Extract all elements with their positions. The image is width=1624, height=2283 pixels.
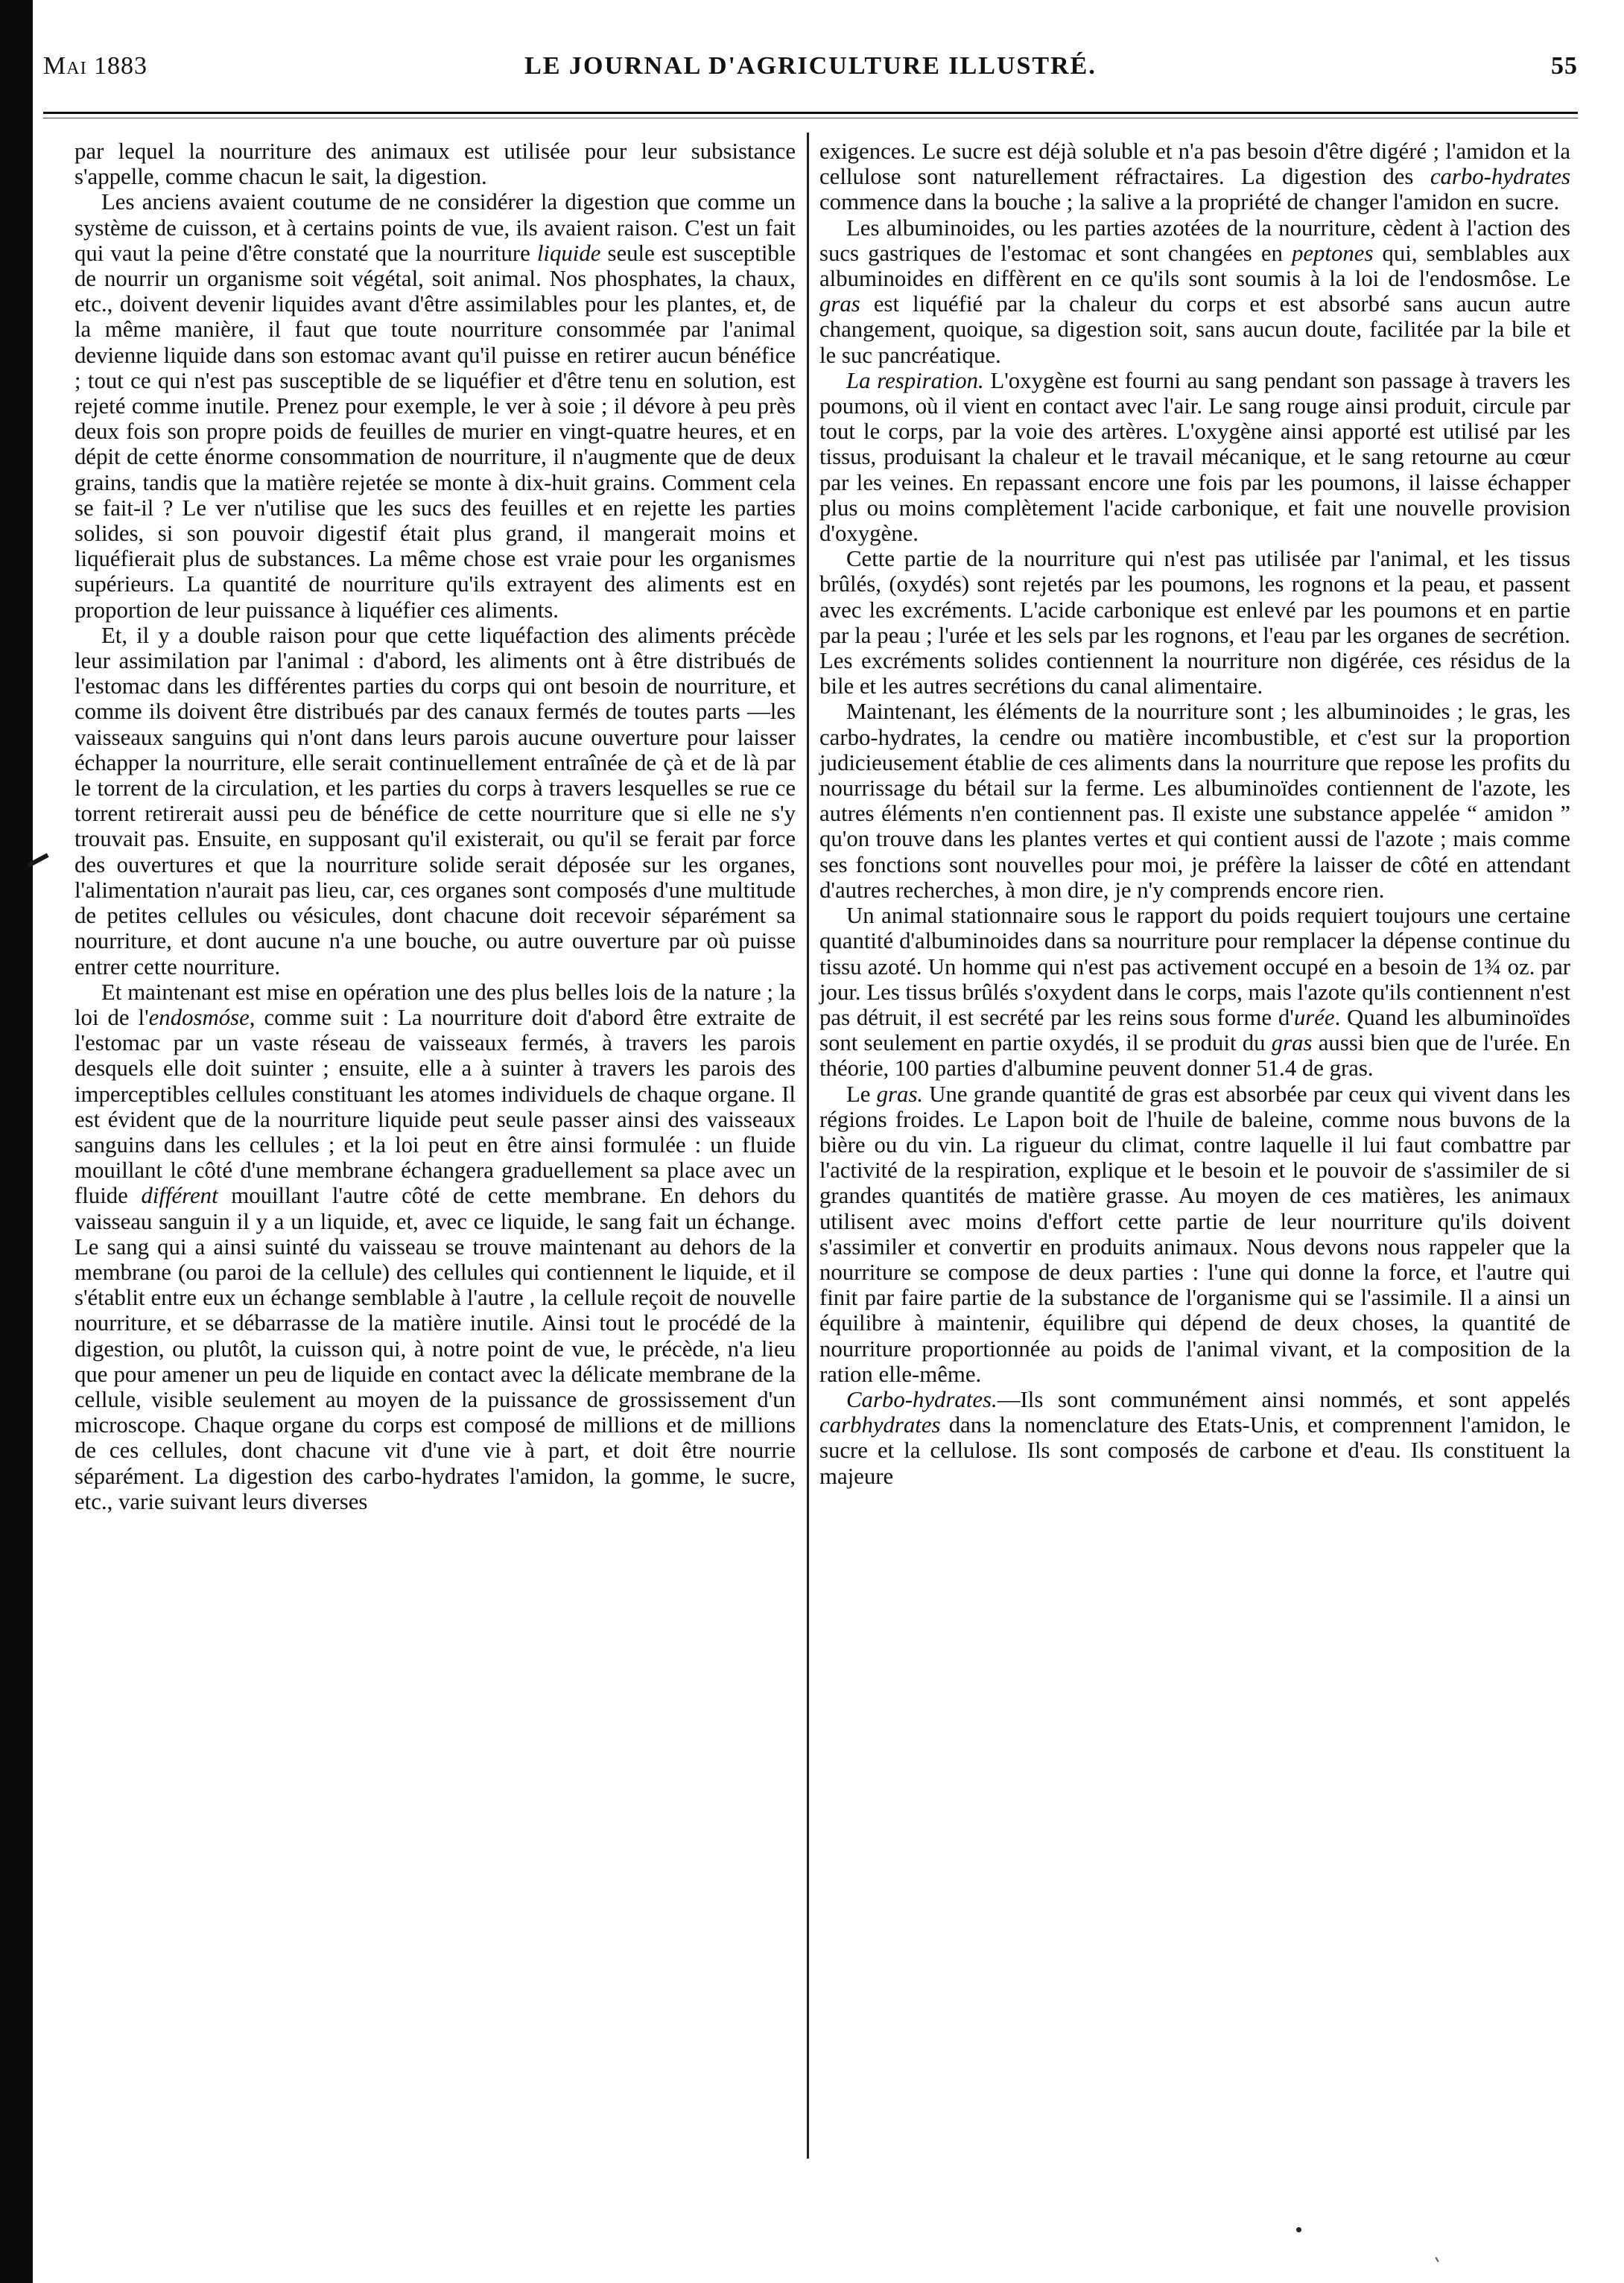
paragraph bbox=[74, 623, 796, 979]
emphasis: urée bbox=[1293, 1004, 1335, 1030]
page-number: 55 bbox=[1551, 52, 1578, 80]
text: qui, semblables aux albuminoides en diffèrent en ce qu'ils sont soumis à la loi de l'endosmôse. Le bbox=[819, 240, 1570, 292]
paragraph bbox=[819, 1387, 1570, 1489]
header-rule-thick bbox=[43, 112, 1578, 114]
text: seule est susceptible de nourrir un organisme soit végétal, soit animal. Nos phosphates, la chaux, etc., doivent devenir liquides avant d'être assimilables pour les plantes, et, de la même manière, il faut que toute nourriture consommée par l'animal devienne liquide dans son estomac avant qu'il puisse en retirer aucun bénéfice ; tout ce qui n'est pas susceptible de se liquéfier et d'être tenu en solution, est rejeté comme inutile. Prenez pour exemple, le ver à soie ; il dévore à peu près deux fois son propre poids de feuilles de murier en vingt-quatre heures, et en dépit de cette énorme consommation de nourriture, il n'augmente que de deux grains, tandis que la matière rejetée se monte à dix-huit grains. Comment cela se fait-il ? Le ver n'utilise que les sucs des feuilles et en rejette les parties solides, si son pouvoir digestif était plus grand, il mangerait moins et liquéfierait plus de substances. La même chose est vraie pour les organismes supérieurs. La quantité de nourriture qu'ils extrayent des aliments est en proportion de leur puissance à liquéfier ces aliments. bbox=[74, 240, 796, 623]
text: par lequel la nourriture des animaux est utilisée pour leur subsistance s'appelle, comme chacun le sait, la digestion. bbox=[74, 139, 796, 190]
text: commence dans la bouche ; la salive a la propriété de changer l'amidon en sucre. bbox=[819, 189, 1560, 215]
text: Et maintenant est mise en opération une des plus belles lois de la nature ; la loi de l' bbox=[74, 979, 796, 1030]
section-heading: gras. bbox=[876, 1081, 924, 1107]
section-heading: Carbo-hydrates. bbox=[846, 1386, 997, 1412]
binding-edge bbox=[0, 0, 33, 2283]
emphasis: liquide bbox=[536, 240, 601, 266]
text: Un animal stationnaire sous le rapport du poids requiert toujours une certaine quantité d'albuminoides dans sa nourriture pour remplacer la dépense continue du tissu azoté. Un homme qui n'est pas activement occupé en a besoin de 1¾ oz. par jour. Les tissus brûlés s'oxydent dans le corps, mais l'azote qu'ils contiennent n'est pas détruit, il est secrété par les reins sous forme d' bbox=[819, 903, 1570, 1030]
paragraph bbox=[74, 979, 796, 1514]
emphasis: carbhydrates bbox=[819, 1412, 941, 1438]
text: Une grande quantité de gras est absorbée par ceux qui vivent dans les régions froides. Le Lapon boit de l'huile de baleine, comme nous buvons de la bière ou du vin. La rigueur du climat, contre laquelle il lui faut combattre par l'activité de la respiration, explique et le besoin et le pouvoir de s'assimiler de si grandes quantités de matière grasse. Au moyen de ces matières, les animaux utilisent avec moins d'effort cette partie de leur nourriture qu'ils doivent s'assimiler et convertir en produits animaux. Nous devons nous rappeler que la nourriture se compose de deux parties : l'une qui donne la force, et l'autre qui finit par faire partie de la substance de l'organisme qui se l'assimile. Il a ainsi un équilibre à maintenir, équilibre qui dépend de deux choses, la quantité de nourriture proportionnée au poids de l'animal vivant, et la composition de la ration elle-même. bbox=[819, 1081, 1571, 1387]
left-column bbox=[74, 139, 796, 2165]
emphasis: gras bbox=[1271, 1030, 1313, 1056]
text: Les albuminoides, ou les parties azotées de la nourriture, cèdent à l'action des sucs gastriques de l'estomac et sont changées en bbox=[819, 215, 1570, 266]
header-date: Mai 1883 bbox=[43, 52, 148, 80]
ink-mark bbox=[1435, 2257, 1439, 2262]
paragraph bbox=[819, 1082, 1570, 1387]
right-column bbox=[819, 139, 1570, 2165]
emphasis: différent bbox=[141, 1183, 218, 1209]
paragraph bbox=[819, 546, 1570, 699]
text: Et, il y a double raison pour que cette liquéfaction des aliments précède leur assimilation par l'animal : d'abord, les aliments ont à être distribués de l'estomac dans les différentes parties du corps qui ont besoin de nourriture, et comme ils doivent être distribués par des canaux fermés de toutes parts —les vaisseaux sanguins qui n'ont dans leurs parois aucune ouverture pour laisser échapper la nourriture, elle serait continuellement entraînée de çà et de là par le torrent de la circulation, et les parties du corps à travers lesquelles se rue ce torrent retirerait aussi peu de bénéfice de cette nourriture que si elle ne s'y trouvait pas. Ensuite, en supposant qu'il existerait, ou qu'il se ferait par force des ouvertures et que la nourriture solide serait déposée sur les organes, l'alimentation n'aurait pas lieu, car, ces organes sont composés d'une multitude de petites cellules ou vésicules, dont chacune doit recevoir séparément sa nourriture, et dont aucune n'a une bouche, ou autre ouverture par où puisse entrer cette nourriture. bbox=[74, 622, 796, 979]
text: aussi bien que de l'urée. En théorie, 100 parties d'albumine peuvent donner 51.4 de gras. bbox=[819, 1030, 1570, 1082]
journal-title: LE JOURNAL D'AGRICULTURE ILLUSTRÉ. bbox=[524, 52, 1097, 80]
text: —Ils sont communément ainsi nommés, et sont appelés bbox=[997, 1386, 1570, 1412]
emphasis: endosmóse bbox=[148, 1004, 250, 1030]
text: dans la nomenclature des Etats-Unis, et comprennent l'amidon, le sucre et la cellulose. Ils sont composés de carbone et d'eau. Ils constituent la majeure bbox=[819, 1412, 1570, 1489]
text: est liquéfié par la chaleur du corps et est absorbé sans aucun autre changement, quoique, sa digestion soit, sans aucun doute, facilitée par la bile et le suc pancréatique. bbox=[819, 291, 1570, 368]
emphasis: carbo-hydrates bbox=[1430, 164, 1570, 190]
paragraph bbox=[74, 139, 796, 189]
emphasis: peptones bbox=[1291, 240, 1374, 266]
section-heading: La respiration. bbox=[846, 367, 984, 393]
text: , comme suit : La nourriture doit d'abord être extraite de l'estomac par un vaste réseau de vaisseaux fermés, à travers les parois desquels elle doit suinter ; ensuite, elle a à suinter à travers les parois des imperceptibles cellules constituant les atomes individuels de chaque organe. Il est évident que de la nourriture liquide peut seule passer ainsi des vaisseaux sanguins dans les cellules ; et la loi peut en être ainsi formulée : un fluide mouillant le côté d'une membrane échangera graduellement sa place avec un fluide bbox=[74, 1004, 796, 1209]
paragraph bbox=[819, 903, 1570, 1081]
paragraph bbox=[819, 215, 1570, 368]
text: mouillant l'autre côté de cette membrane. En dehors du vaisseau sanguin il y a un liquide, et, avec ce liquide, le sang fait un échange. Le sang qui a ainsi suinté du vaisseau se trouve maintenant au dehors de la membrane (ou paroi de la cellule) des cellules qui contiennent le liquide, et il s'établit entre eux un échange semblable à l'autre , la cellule reçoit de nouvelle nourriture, et se débarrasse de la matière inutile. Ainsi tout le procédé de la digestion, ou plutôt, la cuisson qui, à notre point de vue, le précède, n'a lieu que pour amener un peu de liquide en contact avec la délicate membrane de la cellule, visible seulement au moyen de la puissance de grossissement d'un microscope. Chaque organe du corps est composé de millions et de millions de ces cellules, dont chacune vit d'une vie à part, et doit être nourrie séparément. La digestion des carbo-hydrates l'amidon, la gomme, le sucre, etc., varie suivant leurs diverses bbox=[74, 1183, 796, 1514]
paragraph bbox=[819, 139, 1570, 215]
running-header bbox=[43, 52, 1578, 89]
text: Cette partie de la nourriture qui n'est pas utilisée par l'animal, et les tissus brûlés, (oxydés) sont rejetés par les poumons, les rognons et la peau, et passent avec les excréments. L'acide carbonique est enlevé par les poumons et en partie par la peau ; l'urée et les sels par les rognons, et l'eau par les organes de secrétion. Les excréments solides contiennent la nourriture non digérée, ces résidus de la bile et les autres secrétions du canal alimentaire. bbox=[819, 546, 1570, 699]
column-separator bbox=[807, 133, 809, 2159]
text: Les anciens avaient coutume de ne considérer la digestion que comme un système de cuisson, et à certains points de vue, ils avaient raison. C'est un fait qui vaut la peine d'être constaté que la nourriture bbox=[74, 189, 796, 266]
text: Le bbox=[846, 1081, 877, 1107]
paragraph bbox=[819, 699, 1570, 903]
emphasis: gras bbox=[819, 291, 860, 317]
text: . Quand les albuminoïdes sont seulement en partie oxydés, il se produit du bbox=[819, 1004, 1570, 1056]
paragraph bbox=[819, 368, 1570, 546]
paragraph bbox=[74, 189, 796, 622]
text: Maintenant, les éléments de la nourriture sont ; les albuminoides ; le gras, les carbo-hydrates, la cendre ou matière incombustible, et c'est sur la proportion judicieusement établie de ces aliments dans la nourriture que repose les profits du nourrissage du bétail sur la ferme. Les albuminoïdes contiennent de l'azote, les autres éléments n'en contiennent pas. Il existe une substance appelée “ amidon ” qu'on trouve dans les plantes vertes et qui contient aussi de l'azote ; mais comme ses fonctions sont nouvelles pour moi, je préfère la laisser de côté en attendant d'autres recherches, à mon dire, je n'y comprends encore rien. bbox=[819, 699, 1570, 903]
text: L'oxygène est fourni au sang pendant son passage à travers les poumons, où il vient en contact avec l'air. Le sang rouge ainsi produit, circule par tout le corps, par la voie des artères. L'oxygène ainsi apporté est utilisé par les tissus, produisant la chaleur et le travail mécanique, et le sang retourne au cœur par les veines. En repassant encore une fois par les poumons, il laisse échapper plus ou moins complètement l'acide carbonique, et fait une nouvelle provision d'oxygène. bbox=[819, 367, 1571, 547]
text: exigences. Le sucre est déjà soluble et n'a pas besoin d'être digéré ; l'amidon et la cellulose sont naturellement réfractaires. La digestion des bbox=[819, 139, 1570, 190]
ink-dot bbox=[1296, 2227, 1301, 2232]
